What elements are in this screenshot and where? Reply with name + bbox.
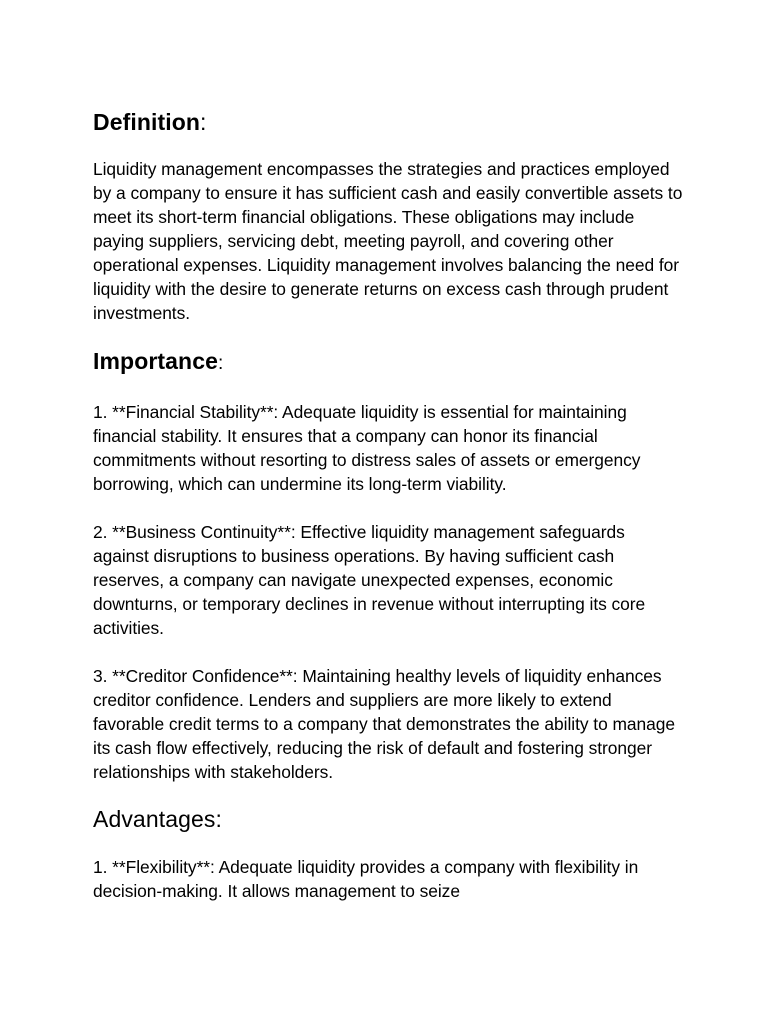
definition-heading — [93, 106, 683, 138]
document-page — [93, 106, 683, 903]
importance-item-financial-stability: 1. **Financial Stability**: Adequate liquidity is essential for maintaining financial stability. It ensures that a company can honor its financial commitments without resorting to distress sales of assets or emergency borrowing, which can undermine its long-term viability. — [93, 402, 641, 494]
importance-heading-text: Importance — [93, 348, 218, 374]
importance-item-business-continuity: 2. **Business Continuity**: Effective liquidity management safeguards against disruptions to business operations. By having sufficient cash reserves, a company can navigate unexpected expenses, economic downturns, or temporary declines in revenue without interrupting its core activities. — [93, 522, 646, 638]
definition-heading-colon: : — [200, 109, 207, 135]
definition-heading-text: Definition — [93, 109, 201, 135]
importance-heading-colon: : — [217, 353, 224, 374]
definition-paragraph: Liquidity management encompasses the strategies and practices employed by a company to ensure it has sufficient cash and easily convertible assets to meet its short-term financial obligations. These obligations may include paying suppliers, servicing debt, meeting payroll, and covering other operational expenses. Liquidity management involves balancing the need for liquidity with the desire to generate returns on excess cash through prudent investments. — [93, 159, 683, 323]
importance-heading — [93, 345, 683, 380]
advantages-heading: Advantages: — [93, 806, 222, 832]
advantages-item-flexibility: 1. **Flexibility**: Adequate liquidity provides a company with flexibility in decision-making. It allows management to seize — [93, 857, 639, 901]
importance-item-creditor-confidence: 3. **Creditor Confidence**: Maintaining healthy levels of liquidity enhances creditor confidence. Lenders and suppliers are more likely to extend favorable credit terms to a company that demonstrates the ability to manage its cash flow effectively, reducing the risk of default and fostering stronger relationships with stakeholders. — [93, 666, 676, 782]
